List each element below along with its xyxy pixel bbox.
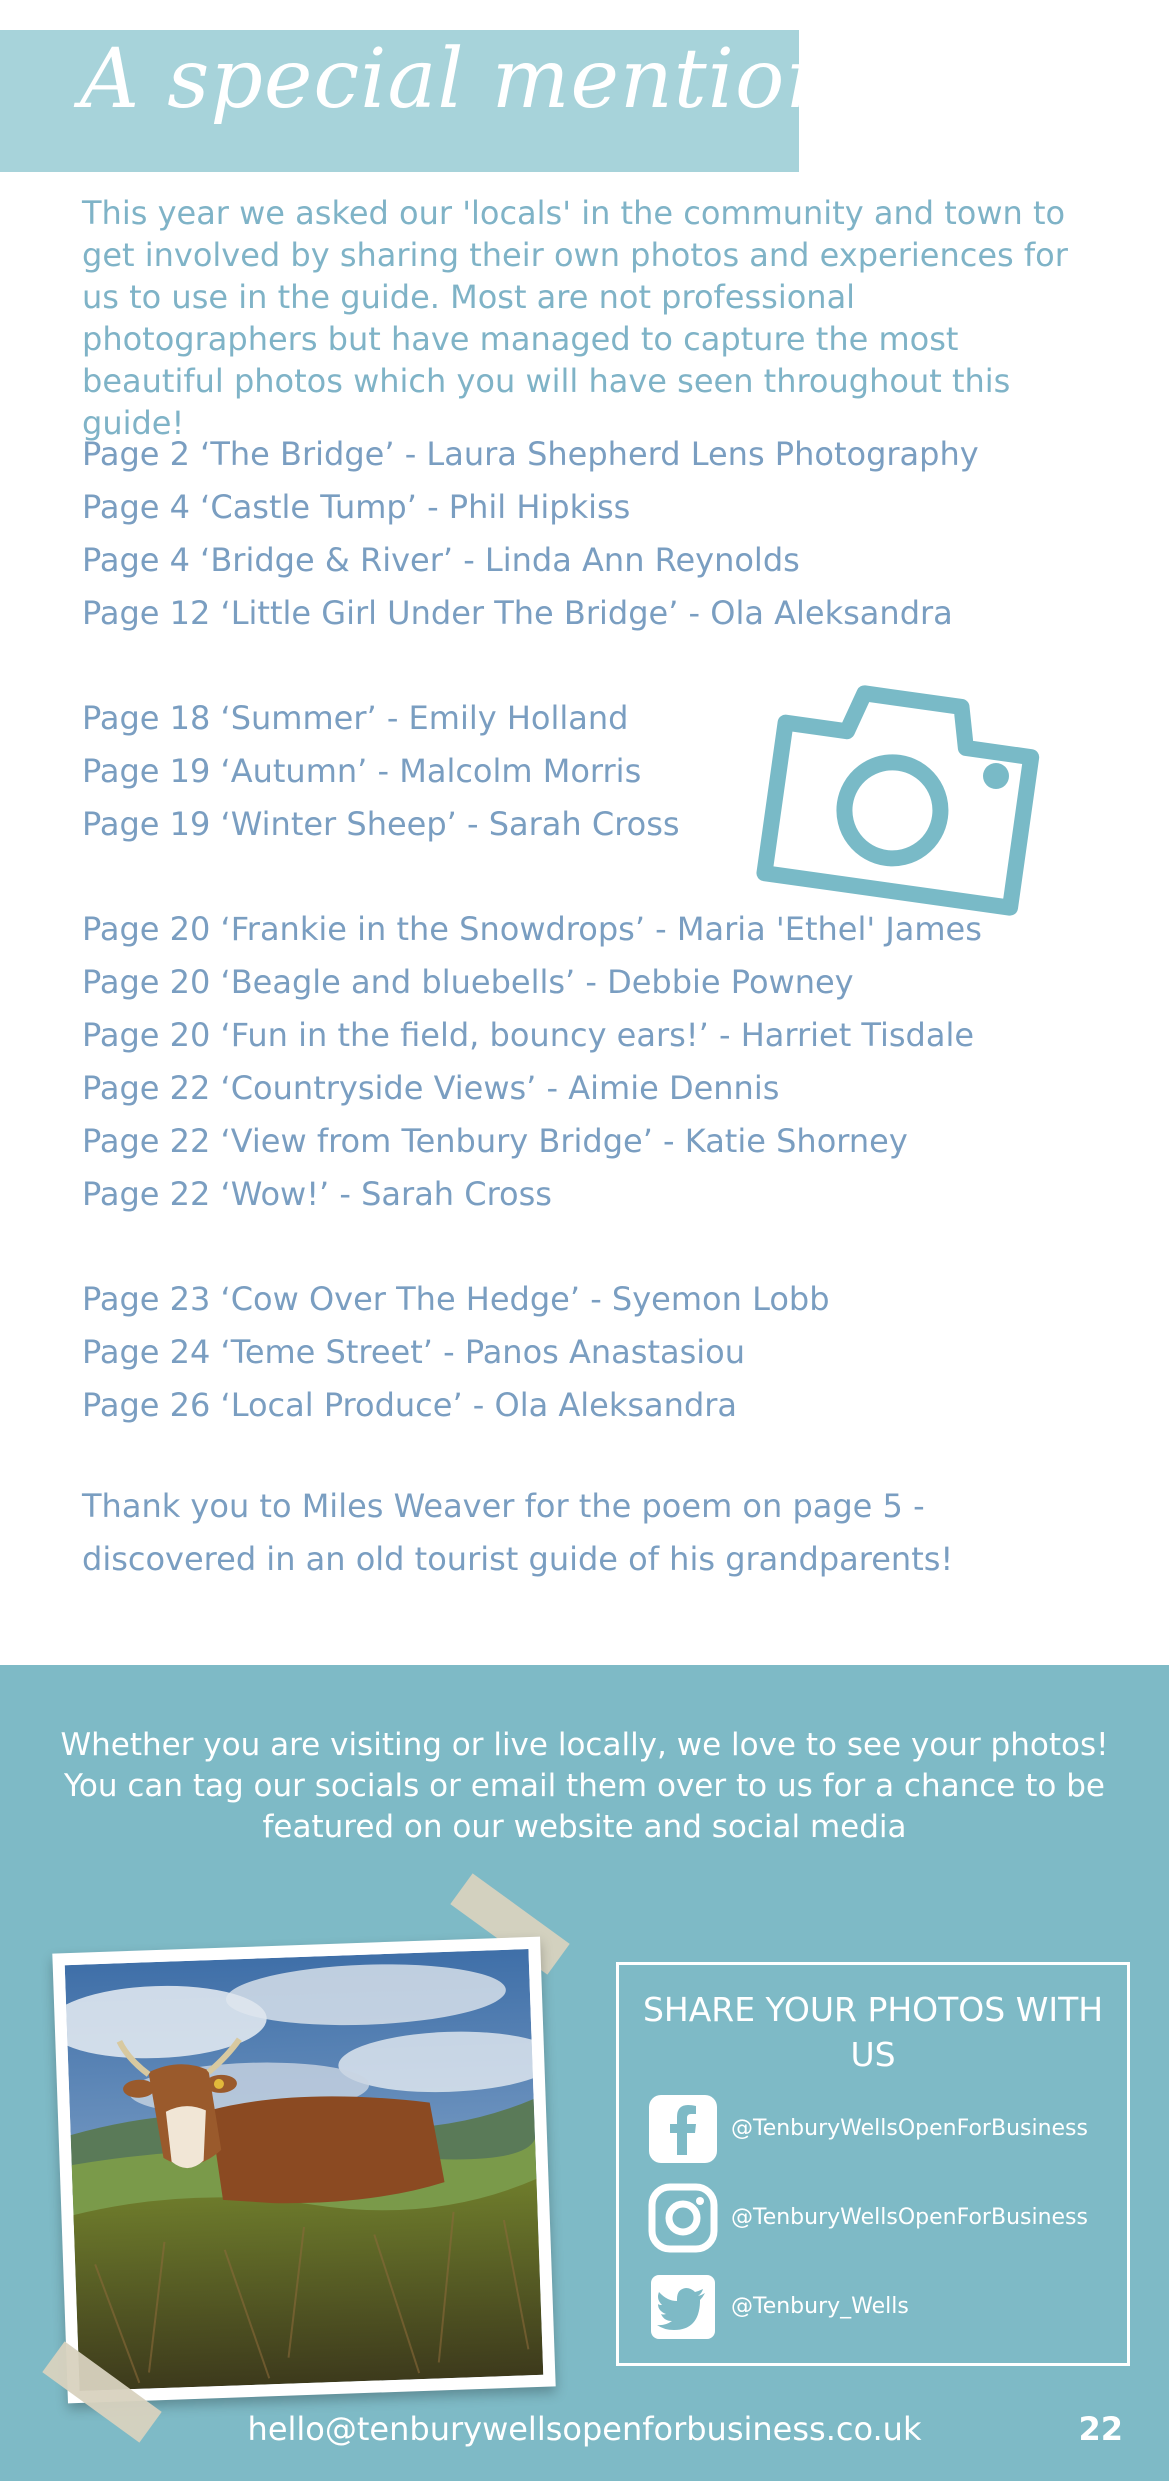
credit-item: Page 26 ‘Local Produce’ - Ola Aleksandra (82, 1386, 738, 1424)
instagram-icon (647, 2182, 719, 2254)
credit-item: Page 22 ‘View from Tenbury Bridge’ - Katie Shorney (82, 1122, 908, 1160)
credit-item: Page 2 ‘The Bridge’ - Laura Shepherd Lens Photography (82, 435, 979, 473)
cow-photo (65, 1949, 544, 2391)
credit-item: Page 22 ‘Countryside Views’ - Aimie Dennis (82, 1069, 780, 1107)
intro-paragraph: This year we asked our 'locals' in the community and town to get involved by sharing their own photos and experiences for us to use in the guide. Most are not professional photographers but have managed to capture the most beautiful photos which you will have seen throughout this guide! (82, 194, 1068, 442)
credit-item: Page 19 ‘Winter Sheep’ - Sarah Cross (82, 805, 680, 843)
camera-icon (752, 680, 1058, 920)
contact-email[interactable]: hello@tenburywellsopenforbusiness.co.uk (247, 2410, 922, 2448)
credit-item: Page 18 ‘Summer’ - Emily Holland (82, 699, 629, 737)
page-number: 22 (1078, 2410, 1123, 2448)
credit-item: Page 20 ‘Frankie in the Snowdrops’ - Maria 'Ethel' James (82, 910, 982, 948)
credit-item: Page 4 ‘Bridge & River’ - Linda Ann Reynolds (82, 541, 800, 579)
share-title: SHARE YOUR PHOTOS WITH US (642, 1990, 1104, 2074)
credit-item: Page 19 ‘Autumn’ - Malcolm Morris (82, 752, 642, 790)
footer-message: Whether you are visiting or live locally, we love to see your photos! You can tag our socials or email them over to us for a chance to be featured on our website and social media (60, 1727, 1109, 1845)
credit-item: Page 23 ‘Cow Over The Hedge’ - Syemon Lobb (82, 1280, 830, 1318)
credit-item: Page 4 ‘Castle Tump’ - Phil Hipkiss (82, 488, 631, 526)
credit-group (82, 1273, 1082, 1432)
credit-item: Page 24 ‘Teme Street’ - Panos Anastasiou (82, 1333, 746, 1371)
photo-credits-list (82, 428, 1082, 1484)
social-instagram[interactable] (647, 2182, 1117, 2254)
page-title: A special mention (80, 32, 840, 127)
credit-group (82, 903, 1082, 1221)
share-photos-box (616, 1962, 1130, 2366)
credit-item: Page 12 ‘Little Girl Under The Bridge’ - Ola Aleksandra (82, 594, 953, 632)
credit-item: Page 22 ‘Wow!’ - Sarah Cross (82, 1175, 552, 1213)
photo-frame (52, 1937, 555, 2404)
social-facebook[interactable] (647, 2093, 1117, 2165)
twitter-handle: @Tenbury_Wells (731, 2294, 909, 2319)
footer-panel (0, 1665, 1169, 2481)
instagram-handle: @TenburyWellsOpenForBusiness (731, 2205, 1088, 2230)
facebook-handle: @TenburyWellsOpenForBusiness (731, 2116, 1088, 2141)
credit-item: Page 20 ‘Fun in the field, bouncy ears!’ - Harriet Tisdale (82, 1016, 975, 1054)
twitter-icon (647, 2271, 719, 2343)
thanks-note: Thank you to Miles Weaver for the poem on page 5 - discovered in an old tourist guide of his grandparents! (82, 1487, 954, 1578)
social-twitter[interactable] (647, 2271, 1117, 2343)
facebook-icon (647, 2093, 719, 2165)
credit-item: Page 20 ‘Beagle and bluebells’ - Debbie Powney (82, 963, 854, 1001)
credit-group (82, 428, 1082, 640)
